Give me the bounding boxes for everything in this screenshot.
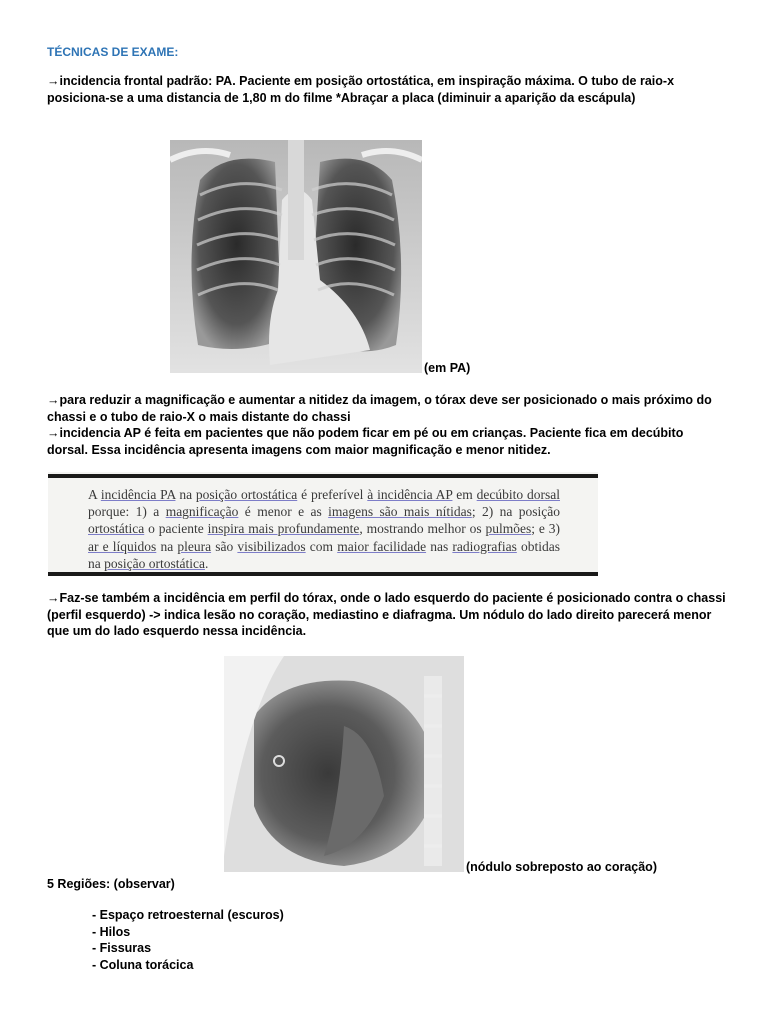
list-item: - Hilos	[92, 924, 131, 939]
list-item: - Fissuras	[92, 941, 152, 955]
arrow-icon: →	[47, 591, 60, 605]
excerpt-bottom-rule	[48, 572, 598, 576]
xray-pa-drawing	[170, 140, 422, 373]
lateral-figure-caption: (nódulo sobreposto ao coração)	[466, 860, 657, 874]
chest-xray-lateral-image	[224, 656, 464, 872]
paragraph-magnification	[47, 392, 727, 425]
paragraph-text: para reduzir a magnificação e aumentar a nitidez da imagem, o tórax deve ser posicionado o mais próximo do chassi e o tubo de raio-X o mais distante do chassi	[47, 393, 712, 424]
regions-list	[92, 907, 284, 973]
textbook-excerpt-scan	[48, 472, 598, 576]
list-item: - Espaço retroesternal (escuros)	[92, 908, 284, 922]
paragraph-pa-technique	[47, 73, 727, 106]
paragraph-text: incidencia AP é feita em pacientes que não podem ficar em pé ou em crianças. Paciente fica em decúbito dorsal. Essa incidência apresenta imagens com maior magnificação e menor nitidez.	[47, 426, 684, 457]
arrow-icon: →	[47, 393, 60, 407]
page-heading: TÉCNICAS DE EXAME:	[47, 45, 179, 59]
list-item: - Coluna torácica	[92, 957, 194, 972]
paragraph-ap-technique	[47, 425, 727, 458]
excerpt-text: A incidência PA na posição ortostática é preferível à incidência AP em decúbito dorsal porque: 1) a magnificação é menor e as imagens são mais nítidas; 2) na posição ortostática o paciente inspira mais profundamente, mostrando melhor os pulmões; e 3) ar e líquidos na pleura são visibilizados com maior facilidade nas radiografias obtidas na posição ortostática.	[88, 487, 561, 571]
excerpt-top-rule	[48, 474, 598, 478]
arrow-icon: →	[47, 74, 60, 88]
paragraph-text: incidencia frontal padrão: PA. Paciente em posição ortostática, em inspiração máxima. O tubo de raio-x posiciona-se a uma distancia de 1,80 m do filme *Abraçar a placa (diminuir a aparição da escápula)	[47, 74, 675, 105]
arrow-icon: →	[47, 426, 60, 440]
pa-figure-caption: (em PA)	[424, 361, 471, 375]
regions-title: 5 Regiões: (observar)	[47, 877, 175, 891]
chest-xray-pa-image	[170, 140, 422, 373]
paragraph-text: Faz-se também a incidência em perfil do tórax, onde o lado esquerdo do paciente é posicionado contra o chassi (perfil esquerdo) -> indica lesão no coração, mediastino e diafragma. Um nódulo do lado direito parecerá menor que um do lado esquerdo nessa incidência.	[47, 591, 726, 638]
xray-lateral-drawing	[224, 656, 464, 872]
paragraph-lateral-technique	[47, 590, 727, 640]
